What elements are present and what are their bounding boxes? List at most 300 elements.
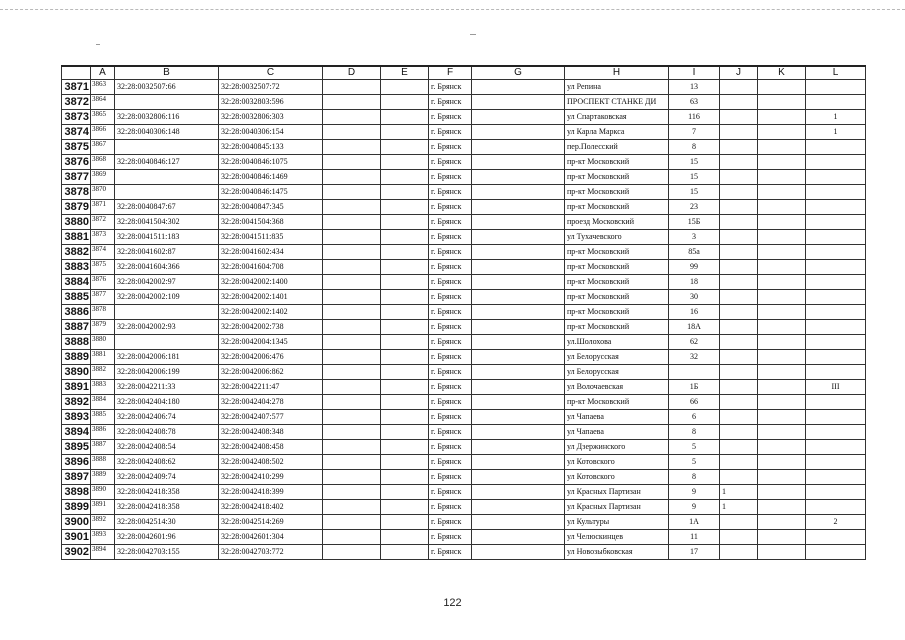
cell-g[interactable] xyxy=(472,110,565,125)
cell-l[interactable] xyxy=(806,410,866,425)
cell-d[interactable] xyxy=(323,425,381,440)
cell-j[interactable] xyxy=(720,365,758,380)
cell-h[interactable]: ул.Шолохова xyxy=(565,335,669,350)
cell-e[interactable] xyxy=(381,230,429,245)
cell-b[interactable]: 32:28:0042408:54 xyxy=(115,440,219,455)
cell-i[interactable]: 30 xyxy=(669,290,720,305)
cell-g[interactable] xyxy=(472,155,565,170)
cell-h[interactable]: ул Новозыбковская xyxy=(565,545,669,560)
row-number[interactable]: 3901 xyxy=(62,530,91,545)
cell-l[interactable] xyxy=(806,500,866,515)
cell-g[interactable] xyxy=(472,320,565,335)
cell-g[interactable] xyxy=(472,380,565,395)
cell-e[interactable] xyxy=(381,155,429,170)
cell-a[interactable]: 3864 xyxy=(91,95,115,110)
cell-a[interactable]: 3883 xyxy=(91,380,115,395)
cell-a[interactable]: 3873 xyxy=(91,230,115,245)
cell-a[interactable]: 3863 xyxy=(91,80,115,95)
cell-d[interactable] xyxy=(323,470,381,485)
cell-h[interactable]: ул Красных Партизан xyxy=(565,500,669,515)
cell-c[interactable]: 32:28:0041511:835 xyxy=(219,230,323,245)
cell-i[interactable]: 9 xyxy=(669,500,720,515)
cell-k[interactable] xyxy=(758,80,806,95)
cell-l[interactable] xyxy=(806,425,866,440)
cell-b[interactable]: 32:28:0042006:199 xyxy=(115,365,219,380)
cell-d[interactable] xyxy=(323,245,381,260)
cell-e[interactable] xyxy=(381,260,429,275)
cell-f[interactable]: г. Брянск xyxy=(429,155,472,170)
cell-k[interactable] xyxy=(758,485,806,500)
cell-b[interactable]: 32:28:0042418:358 xyxy=(115,485,219,500)
cell-k[interactable] xyxy=(758,440,806,455)
cell-f[interactable]: г. Брянск xyxy=(429,380,472,395)
cell-e[interactable] xyxy=(381,530,429,545)
row-number[interactable]: 3887 xyxy=(62,320,91,335)
cell-a[interactable]: 3879 xyxy=(91,320,115,335)
cell-f[interactable]: г. Брянск xyxy=(429,530,472,545)
cell-b[interactable]: 32:28:0041604:366 xyxy=(115,260,219,275)
cell-a[interactable]: 3888 xyxy=(91,455,115,470)
cell-b[interactable]: 32:28:0042211:33 xyxy=(115,380,219,395)
row-number[interactable]: 3892 xyxy=(62,395,91,410)
cell-g[interactable] xyxy=(472,275,565,290)
cell-l[interactable] xyxy=(806,155,866,170)
cell-j[interactable] xyxy=(720,305,758,320)
cell-a[interactable]: 3874 xyxy=(91,245,115,260)
cell-h[interactable]: ул Челюскинцев xyxy=(565,530,669,545)
cell-d[interactable] xyxy=(323,110,381,125)
cell-b[interactable]: 32:28:0041511:183 xyxy=(115,230,219,245)
cell-a[interactable]: 3892 xyxy=(91,515,115,530)
cell-d[interactable] xyxy=(323,335,381,350)
cell-e[interactable] xyxy=(381,335,429,350)
cell-l[interactable] xyxy=(806,305,866,320)
cell-l[interactable] xyxy=(806,215,866,230)
cell-h[interactable]: ул Карла Маркса xyxy=(565,125,669,140)
row-number[interactable]: 3876 xyxy=(62,155,91,170)
cell-c[interactable]: 32:28:0042211:47 xyxy=(219,380,323,395)
cell-f[interactable]: г. Брянск xyxy=(429,230,472,245)
column-header-b[interactable]: B xyxy=(115,66,219,80)
cell-l[interactable] xyxy=(806,95,866,110)
cell-c[interactable]: 32:28:0040846:1075 xyxy=(219,155,323,170)
cell-d[interactable] xyxy=(323,155,381,170)
cell-d[interactable] xyxy=(323,515,381,530)
cell-e[interactable] xyxy=(381,425,429,440)
cell-e[interactable] xyxy=(381,140,429,155)
cell-f[interactable]: г. Брянск xyxy=(429,545,472,560)
cell-l[interactable] xyxy=(806,320,866,335)
cell-a[interactable]: 3894 xyxy=(91,545,115,560)
cell-e[interactable] xyxy=(381,80,429,95)
cell-j[interactable] xyxy=(720,545,758,560)
cell-b[interactable] xyxy=(115,140,219,155)
cell-l[interactable] xyxy=(806,335,866,350)
cell-a[interactable]: 3877 xyxy=(91,290,115,305)
cell-f[interactable]: г. Брянск xyxy=(429,410,472,425)
cell-b[interactable]: 32:28:0042408:78 xyxy=(115,425,219,440)
row-number[interactable]: 3879 xyxy=(62,200,91,215)
cell-d[interactable] xyxy=(323,275,381,290)
cell-i[interactable]: 85а xyxy=(669,245,720,260)
cell-a[interactable]: 3871 xyxy=(91,200,115,215)
cell-l[interactable] xyxy=(806,440,866,455)
row-number[interactable]: 3882 xyxy=(62,245,91,260)
cell-l[interactable] xyxy=(806,395,866,410)
cell-h[interactable]: пр-кт Московский xyxy=(565,395,669,410)
cell-i[interactable] xyxy=(669,365,720,380)
row-number[interactable]: 3885 xyxy=(62,290,91,305)
row-number[interactable]: 3874 xyxy=(62,125,91,140)
cell-j[interactable] xyxy=(720,230,758,245)
cell-a[interactable]: 3890 xyxy=(91,485,115,500)
cell-j[interactable] xyxy=(720,455,758,470)
cell-c[interactable]: 32:28:0042418:399 xyxy=(219,485,323,500)
cell-e[interactable] xyxy=(381,125,429,140)
cell-i[interactable]: 3 xyxy=(669,230,720,245)
cell-g[interactable] xyxy=(472,290,565,305)
cell-d[interactable] xyxy=(323,380,381,395)
cell-c[interactable]: 32:28:0042410:299 xyxy=(219,470,323,485)
cell-g[interactable] xyxy=(472,545,565,560)
cell-c[interactable]: 32:28:0042601:304 xyxy=(219,530,323,545)
cell-d[interactable] xyxy=(323,95,381,110)
row-number[interactable]: 3899 xyxy=(62,500,91,515)
cell-l[interactable] xyxy=(806,485,866,500)
cell-j[interactable] xyxy=(720,515,758,530)
cell-e[interactable] xyxy=(381,170,429,185)
cell-f[interactable]: г. Брянск xyxy=(429,170,472,185)
cell-i[interactable]: 9 xyxy=(669,485,720,500)
row-number[interactable]: 3880 xyxy=(62,215,91,230)
cell-b[interactable] xyxy=(115,305,219,320)
cell-c[interactable]: 32:28:0032507:72 xyxy=(219,80,323,95)
cell-c[interactable]: 32:28:0042703:772 xyxy=(219,545,323,560)
row-number[interactable]: 3902 xyxy=(62,545,91,560)
cell-j[interactable]: 1 xyxy=(720,485,758,500)
cell-g[interactable] xyxy=(472,530,565,545)
cell-a[interactable]: 3891 xyxy=(91,500,115,515)
cell-f[interactable]: г. Брянск xyxy=(429,275,472,290)
cell-g[interactable] xyxy=(472,245,565,260)
row-number[interactable]: 3898 xyxy=(62,485,91,500)
cell-k[interactable] xyxy=(758,230,806,245)
cell-d[interactable] xyxy=(323,140,381,155)
cell-i[interactable]: 18А xyxy=(669,320,720,335)
cell-e[interactable] xyxy=(381,320,429,335)
cell-a[interactable]: 3869 xyxy=(91,170,115,185)
cell-e[interactable] xyxy=(381,470,429,485)
cell-b[interactable]: 32:28:0042404:180 xyxy=(115,395,219,410)
cell-c[interactable]: 32:28:0040306:154 xyxy=(219,125,323,140)
cell-c[interactable]: 32:28:0041504:368 xyxy=(219,215,323,230)
corner-cell[interactable] xyxy=(62,66,91,80)
row-number[interactable]: 3897 xyxy=(62,470,91,485)
cell-c[interactable]: 32:28:0042004:1345 xyxy=(219,335,323,350)
cell-g[interactable] xyxy=(472,335,565,350)
cell-b[interactable]: 32:28:0040306:148 xyxy=(115,125,219,140)
row-number[interactable]: 3875 xyxy=(62,140,91,155)
cell-c[interactable]: 32:28:0042006:862 xyxy=(219,365,323,380)
cell-g[interactable] xyxy=(472,230,565,245)
cell-h[interactable]: ул Чапаева xyxy=(565,410,669,425)
cell-j[interactable] xyxy=(720,215,758,230)
cell-f[interactable]: г. Брянск xyxy=(429,260,472,275)
cell-f[interactable]: г. Брянск xyxy=(429,215,472,230)
cell-d[interactable] xyxy=(323,80,381,95)
cell-h[interactable]: пр-кт Московский xyxy=(565,245,669,260)
cell-f[interactable]: г. Брянск xyxy=(429,245,472,260)
cell-b[interactable] xyxy=(115,170,219,185)
cell-h[interactable]: ул Чапаева xyxy=(565,425,669,440)
cell-l[interactable] xyxy=(806,245,866,260)
cell-c[interactable]: 32:28:0042002:738 xyxy=(219,320,323,335)
cell-a[interactable]: 3875 xyxy=(91,260,115,275)
cell-e[interactable] xyxy=(381,395,429,410)
cell-f[interactable]: г. Брянск xyxy=(429,185,472,200)
cell-e[interactable] xyxy=(381,350,429,365)
cell-l[interactable] xyxy=(806,290,866,305)
cell-f[interactable]: г. Брянск xyxy=(429,320,472,335)
cell-k[interactable] xyxy=(758,140,806,155)
cell-k[interactable] xyxy=(758,290,806,305)
row-number[interactable]: 3877 xyxy=(62,170,91,185)
cell-a[interactable]: 3868 xyxy=(91,155,115,170)
cell-i[interactable]: 8 xyxy=(669,470,720,485)
cell-k[interactable] xyxy=(758,305,806,320)
cell-a[interactable]: 3886 xyxy=(91,425,115,440)
cell-j[interactable] xyxy=(720,185,758,200)
cell-a[interactable]: 3867 xyxy=(91,140,115,155)
cell-h[interactable]: пр-кт Московский xyxy=(565,200,669,215)
cell-b[interactable]: 32:28:0042601:96 xyxy=(115,530,219,545)
cell-g[interactable] xyxy=(472,95,565,110)
column-header-d[interactable]: D xyxy=(323,66,381,80)
cell-j[interactable] xyxy=(720,320,758,335)
cell-i[interactable]: 15 xyxy=(669,170,720,185)
cell-h[interactable]: пр-кт Московский xyxy=(565,305,669,320)
cell-c[interactable]: 32:28:0032806:303 xyxy=(219,110,323,125)
row-number[interactable]: 3889 xyxy=(62,350,91,365)
cell-h[interactable]: пр-кт Московский xyxy=(565,185,669,200)
cell-e[interactable] xyxy=(381,515,429,530)
cell-j[interactable] xyxy=(720,170,758,185)
cell-l[interactable] xyxy=(806,530,866,545)
column-header-e[interactable]: E xyxy=(381,66,429,80)
cell-h[interactable]: ул Котовского xyxy=(565,455,669,470)
cell-d[interactable] xyxy=(323,215,381,230)
cell-a[interactable]: 3889 xyxy=(91,470,115,485)
cell-k[interactable] xyxy=(758,200,806,215)
cell-d[interactable] xyxy=(323,170,381,185)
cell-e[interactable] xyxy=(381,380,429,395)
cell-f[interactable]: г. Брянск xyxy=(429,290,472,305)
cell-i[interactable]: 7 xyxy=(669,125,720,140)
cell-b[interactable]: 32:28:0042408:62 xyxy=(115,455,219,470)
cell-b[interactable]: 32:28:0041602:87 xyxy=(115,245,219,260)
cell-l[interactable] xyxy=(806,260,866,275)
cell-d[interactable] xyxy=(323,365,381,380)
cell-l[interactable]: 1 xyxy=(806,125,866,140)
cell-k[interactable] xyxy=(758,320,806,335)
cell-b[interactable]: 32:28:0042418:358 xyxy=(115,500,219,515)
cell-j[interactable] xyxy=(720,440,758,455)
cell-f[interactable]: г. Брянск xyxy=(429,470,472,485)
cell-g[interactable] xyxy=(472,80,565,95)
cell-h[interactable]: ул Репина xyxy=(565,80,669,95)
cell-i[interactable]: 16 xyxy=(669,305,720,320)
cell-i[interactable]: 17 xyxy=(669,545,720,560)
cell-i[interactable]: 1А xyxy=(669,515,720,530)
cell-a[interactable]: 3884 xyxy=(91,395,115,410)
cell-k[interactable] xyxy=(758,215,806,230)
cell-b[interactable]: 32:28:0042002:109 xyxy=(115,290,219,305)
cell-j[interactable] xyxy=(720,395,758,410)
cell-i[interactable]: 8 xyxy=(669,140,720,155)
cell-b[interactable]: 32:28:0040846:127 xyxy=(115,155,219,170)
cell-k[interactable] xyxy=(758,335,806,350)
cell-f[interactable]: г. Брянск xyxy=(429,455,472,470)
row-number[interactable]: 3872 xyxy=(62,95,91,110)
cell-c[interactable]: 32:28:0041604:708 xyxy=(219,260,323,275)
cell-l[interactable] xyxy=(806,230,866,245)
cell-h[interactable]: ул Тухачевского xyxy=(565,230,669,245)
cell-j[interactable] xyxy=(720,275,758,290)
cell-h[interactable]: ул Волочаевская xyxy=(565,380,669,395)
cell-c[interactable]: 32:28:0042407:577 xyxy=(219,410,323,425)
cell-g[interactable] xyxy=(472,410,565,425)
cell-j[interactable] xyxy=(720,410,758,425)
cell-h[interactable]: ул Котовского xyxy=(565,470,669,485)
cell-d[interactable] xyxy=(323,350,381,365)
cell-j[interactable] xyxy=(720,530,758,545)
row-number[interactable]: 3900 xyxy=(62,515,91,530)
cell-j[interactable] xyxy=(720,140,758,155)
cell-d[interactable] xyxy=(323,320,381,335)
cell-d[interactable] xyxy=(323,260,381,275)
cell-c[interactable]: 32:28:0032803:596 xyxy=(219,95,323,110)
cell-g[interactable] xyxy=(472,500,565,515)
cell-a[interactable]: 3893 xyxy=(91,530,115,545)
cell-d[interactable] xyxy=(323,440,381,455)
cell-f[interactable]: г. Брянск xyxy=(429,140,472,155)
cell-l[interactable] xyxy=(806,365,866,380)
cell-i[interactable]: 5 xyxy=(669,440,720,455)
row-number[interactable]: 3895 xyxy=(62,440,91,455)
cell-b[interactable]: 32:28:0042703:155 xyxy=(115,545,219,560)
cell-b[interactable] xyxy=(115,335,219,350)
cell-e[interactable] xyxy=(381,500,429,515)
cell-k[interactable] xyxy=(758,455,806,470)
column-header-l[interactable]: L xyxy=(806,66,866,80)
cell-h[interactable]: пр-кт Московский xyxy=(565,290,669,305)
cell-a[interactable]: 3880 xyxy=(91,335,115,350)
cell-f[interactable]: г. Брянск xyxy=(429,80,472,95)
cell-c[interactable]: 32:28:0042002:1400 xyxy=(219,275,323,290)
cell-i[interactable]: 13 xyxy=(669,80,720,95)
cell-e[interactable] xyxy=(381,110,429,125)
cell-d[interactable] xyxy=(323,200,381,215)
cell-c[interactable]: 32:28:0042408:348 xyxy=(219,425,323,440)
column-header-a[interactable]: A xyxy=(91,66,115,80)
cell-k[interactable] xyxy=(758,500,806,515)
cell-k[interactable] xyxy=(758,380,806,395)
cell-a[interactable]: 3885 xyxy=(91,410,115,425)
cell-g[interactable] xyxy=(472,185,565,200)
cell-l[interactable] xyxy=(806,170,866,185)
cell-f[interactable]: г. Брянск xyxy=(429,425,472,440)
row-number[interactable]: 3891 xyxy=(62,380,91,395)
cell-e[interactable] xyxy=(381,200,429,215)
cell-l[interactable]: 1 xyxy=(806,110,866,125)
cell-h[interactable]: ул Дзержинского xyxy=(565,440,669,455)
cell-h[interactable]: ул Красных Партизан xyxy=(565,485,669,500)
cell-f[interactable]: г. Брянск xyxy=(429,110,472,125)
cell-g[interactable] xyxy=(472,470,565,485)
cell-b[interactable]: 32:28:0042409:74 xyxy=(115,470,219,485)
cell-h[interactable]: пр-кт Московский xyxy=(565,260,669,275)
cell-i[interactable]: 116 xyxy=(669,110,720,125)
cell-b[interactable]: 32:28:0042002:97 xyxy=(115,275,219,290)
cell-i[interactable]: 23 xyxy=(669,200,720,215)
cell-l[interactable] xyxy=(806,185,866,200)
cell-c[interactable]: 32:28:0042006:476 xyxy=(219,350,323,365)
cell-f[interactable]: г. Брянск xyxy=(429,95,472,110)
column-header-h[interactable]: H xyxy=(565,66,669,80)
cell-k[interactable] xyxy=(758,110,806,125)
cell-g[interactable] xyxy=(472,305,565,320)
cell-g[interactable] xyxy=(472,200,565,215)
column-header-c[interactable]: C xyxy=(219,66,323,80)
cell-j[interactable] xyxy=(720,80,758,95)
cell-g[interactable] xyxy=(472,455,565,470)
cell-i[interactable]: 11 xyxy=(669,530,720,545)
cell-k[interactable] xyxy=(758,545,806,560)
cell-h[interactable]: пер.Полесский xyxy=(565,140,669,155)
cell-g[interactable] xyxy=(472,215,565,230)
cell-k[interactable] xyxy=(758,125,806,140)
cell-f[interactable]: г. Брянск xyxy=(429,350,472,365)
cell-j[interactable] xyxy=(720,95,758,110)
row-number[interactable]: 3884 xyxy=(62,275,91,290)
cell-l[interactable] xyxy=(806,470,866,485)
cell-b[interactable] xyxy=(115,95,219,110)
cell-k[interactable] xyxy=(758,530,806,545)
cell-g[interactable] xyxy=(472,485,565,500)
cell-c[interactable]: 32:28:0040845:133 xyxy=(219,140,323,155)
cell-k[interactable] xyxy=(758,515,806,530)
cell-g[interactable] xyxy=(472,515,565,530)
cell-i[interactable]: 15 xyxy=(669,185,720,200)
cell-g[interactable] xyxy=(472,170,565,185)
cell-b[interactable]: 32:28:0032507:66 xyxy=(115,80,219,95)
cell-h[interactable]: пр-кт Московский xyxy=(565,275,669,290)
cell-e[interactable] xyxy=(381,440,429,455)
cell-d[interactable] xyxy=(323,185,381,200)
cell-g[interactable] xyxy=(472,365,565,380)
cell-d[interactable] xyxy=(323,485,381,500)
cell-k[interactable] xyxy=(758,245,806,260)
cell-l[interactable] xyxy=(806,140,866,155)
column-header-j[interactable]: J xyxy=(720,66,758,80)
cell-k[interactable] xyxy=(758,470,806,485)
cell-b[interactable]: 32:28:0042002:93 xyxy=(115,320,219,335)
cell-a[interactable]: 3876 xyxy=(91,275,115,290)
cell-b[interactable] xyxy=(115,185,219,200)
cell-a[interactable]: 3878 xyxy=(91,305,115,320)
cell-c[interactable]: 32:28:0041602:434 xyxy=(219,245,323,260)
cell-e[interactable] xyxy=(381,410,429,425)
